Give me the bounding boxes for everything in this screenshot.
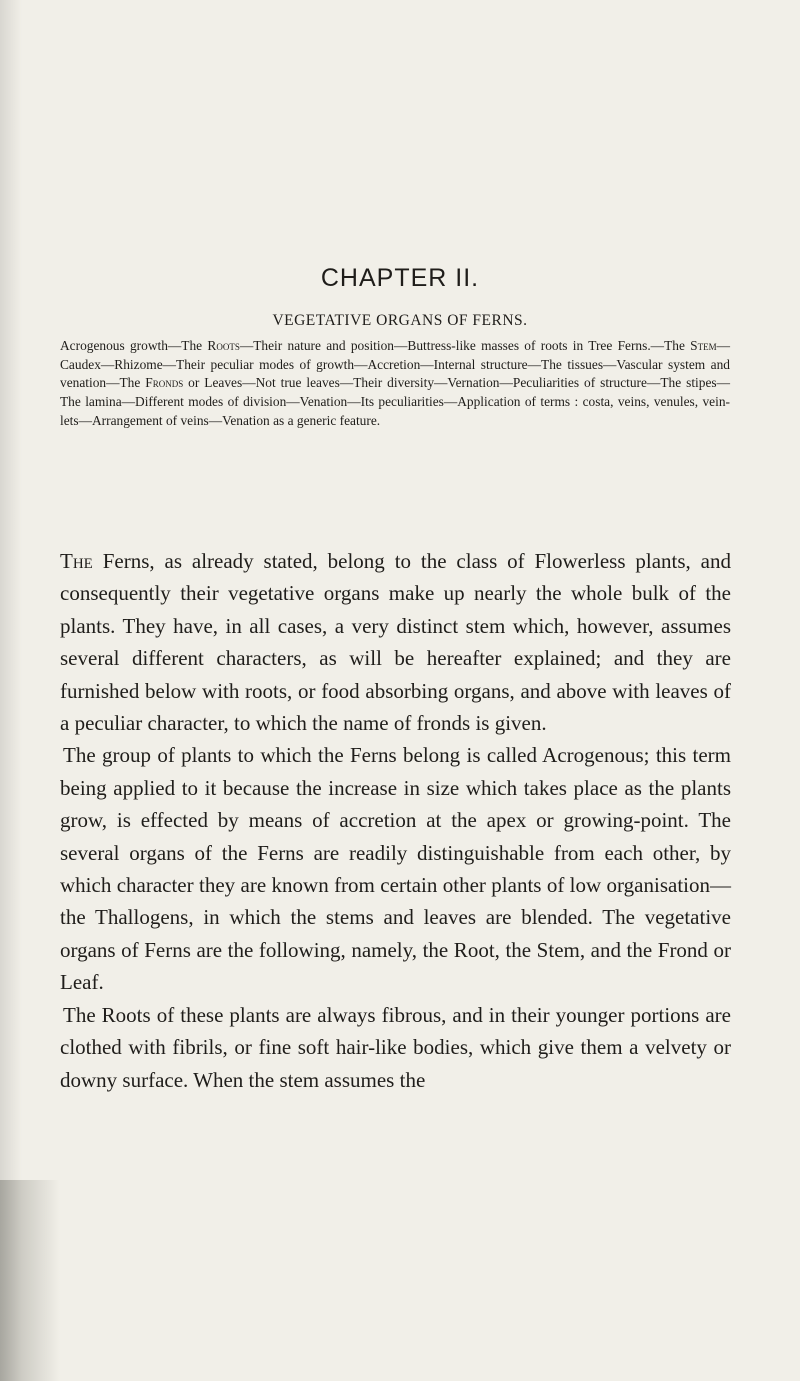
binding-shadow xyxy=(0,1180,60,1381)
summary-fronds-label: Fronds xyxy=(145,375,184,391)
chapter-title: VEGETATIVE ORGANS OF FERNS. xyxy=(272,312,528,329)
page-edge-shadow xyxy=(0,0,22,1381)
summary-text-2: —Their nature and position—Buttress-like masses of roots in Tree Ferns.—The xyxy=(239,338,691,353)
paragraph-1-text: Ferns, as already stated, belong to the class of Flowerless plants, and consequently their vegetative organs make up nearly the whole bulk of the plants. They have, in all cases, a very distinct stem which, however, assumes several different characters, as will be hereafter explained; and they are furnished below with roots, or food absorbing organs, and above with leaves of a peculiar character, to which the name of fronds is given. xyxy=(60,549,731,736)
chapter-heading: CHAPTER II. xyxy=(320,264,480,292)
summary-text-3: —Caudex—Rhizome—Their peculiar modes of growth—Accretion—Internal structure—The tissues—Vascular system and venation—The xyxy=(60,338,731,391)
paragraph-1 xyxy=(60,545,731,739)
body-text xyxy=(60,545,731,1096)
summary-text-4: or Leaves—Not true leaves—Their diversity—Vernation—Peculiarities of structure—The stipes—The lamina—Different modes of division—Venation—Its peculiarities—Application of terms : costa, veins, venules, veinlets—Arrangement of veins—Venation as a generic feature. xyxy=(60,375,730,428)
summary-text-1: Acrogenous growth—The xyxy=(60,338,208,353)
paragraph-1-lead: The xyxy=(60,549,93,573)
paragraph-2: The group of plants to which the Ferns belong is called Acrogenous; this term being applied to it because the increase in size which takes place as the plants grow, is effected by means of accretion at the apex or growing-point. The several organs of the Ferns are readily distinguishable from each other, by which character they are known from certain other plants of low organisation—the Thallogens, in which the stems and leaves are blended. The vegetative organs of Ferns are the following, namely, the Root, the Stem, and the Frond or Leaf. xyxy=(60,743,731,995)
chapter-summary xyxy=(60,337,730,431)
paragraph-3: The Roots of these plants are always fibrous, and in their younger portions are clothed with fibrils, or fine soft hair-like bodies, which give them a velvety or downy surface. When the stem assumes the xyxy=(60,1002,731,1092)
summary-roots-label: Roots xyxy=(207,338,240,353)
summary-stem-label: Stem xyxy=(690,338,717,353)
